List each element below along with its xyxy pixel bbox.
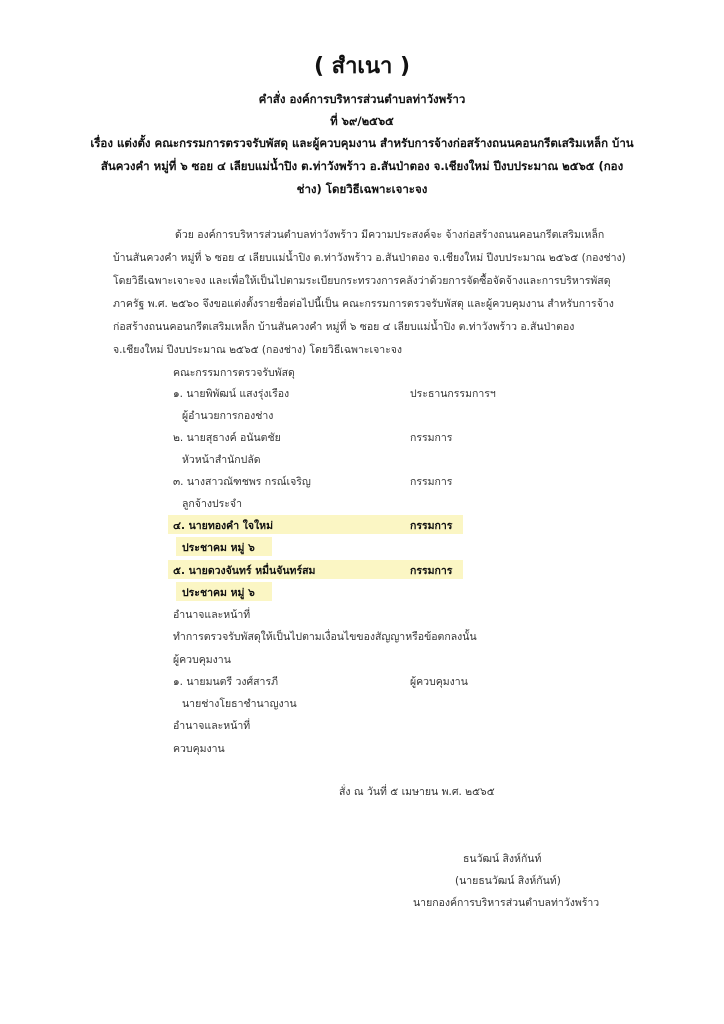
member-5-name: ๕. นายดวงจันทร์ หมื่นจันทร์สม bbox=[173, 565, 316, 577]
member-2-position: หัวหน้าสำนักปลัด bbox=[182, 454, 261, 466]
member-1-position: ผู้อำนวยการกองช่าง bbox=[182, 410, 274, 422]
committee-heading: คณะกรรมการตรวจรับพัสดุ bbox=[173, 367, 295, 379]
member-3-position: ลูกจ้างประจำ bbox=[182, 498, 242, 510]
member-5-role: กรรมการ bbox=[410, 565, 453, 577]
order-date: สั่ง ณ วันที่ ๕ เมษายน พ.ศ. ๒๕๖๕ bbox=[339, 786, 495, 798]
member-3-name: ๓. นางสาวณัฑชพร กรณ์เจริญ bbox=[173, 476, 311, 488]
member-1-role: ประธานกรรมการฯ bbox=[410, 388, 496, 400]
member-2-role: กรรมการ bbox=[410, 432, 453, 444]
signature: ธนวัฒน์ สิงห์กันท์ bbox=[463, 853, 542, 865]
member-1-name: ๑. นายพิพัฒน์ แสงรุ่งเรือง bbox=[173, 388, 290, 400]
subject-line-3: ช่าง) โดยวิธีเฉพาะเจาะจง bbox=[296, 182, 428, 196]
signer-title: นายกองค์การบริหารส่วนตำบลท่าวังพร้าว bbox=[413, 897, 600, 909]
order-issuer: คำสั่ง องค์การบริหารส่วนตำบลท่าวังพร้าว bbox=[258, 92, 466, 106]
member-4-role: กรรมการ bbox=[410, 520, 453, 532]
supervisor-name: ๑. นายมนตรี วงศ์สารภี bbox=[173, 676, 279, 688]
body-line-2: บ้านสันควงคำ หมู่ที่ ๖ ซอย ๔ เลียบแม่น้ำปิง ต.ท่าวังพร้าว อ.สันป่าตอง จ.เชียงใหม่ ปีงบประมาณ ๒๕๖๕ (กองช่าง) bbox=[113, 252, 626, 264]
document-title: ( สำเนา ) bbox=[313, 54, 411, 79]
member-4-position: ประชาคม หมู่ ๖ bbox=[182, 542, 255, 554]
supervisor-heading: ผู้ควบคุมงาน bbox=[173, 654, 231, 666]
order-number: ที่ ๖๙/๒๕๖๕ bbox=[330, 114, 394, 128]
body-line-6: จ.เชียงใหม่ ปีงบประมาณ ๒๕๖๕ (กองช่าง) โดยวิธีเฉพาะเจาะจง bbox=[113, 344, 403, 356]
member-5-position: ประชาคม หมู่ ๖ bbox=[182, 587, 255, 599]
body-line-3: โดยวิธีเฉพาะเจาะจง และเพื่อให้เป็นไปตามระเบียบกระทรวงการคลังว่าด้วยการจัดซื้อจัดจ้างและการบริหารพัสดุ bbox=[113, 275, 611, 287]
supervisor-duty-text: ควบคุมงาน bbox=[173, 743, 225, 755]
member-3-role: กรรมการ bbox=[410, 476, 453, 488]
signer-name: (นายธนวัฒน์ สิงห์กันท์) bbox=[455, 875, 561, 887]
body-line-1: ด้วย องค์การบริหารส่วนตำบลท่าวังพร้าว มีความประสงค์จะ จ้างก่อสร้างถนนคอนกรีตเสริมเหล็ก bbox=[175, 229, 605, 241]
member-4-name: ๔. นายทองคำ ใจใหม่ bbox=[173, 520, 273, 532]
subject-line-1: เรื่อง แต่งตั้ง คณะกรรมการตรวจรับพัสดุ และผู้ควบคุมงาน สำหรับการจ้างก่อสร้างถนนคอนกรีตเสริมเหล็ก บ้าน bbox=[90, 136, 634, 150]
committee-duty-text: ทำการตรวจรับพัสดุให้เป็นไปตามเงื่อนไขของสัญญาหรือข้อตกลงนั้น bbox=[173, 631, 477, 643]
supervisor-duty-heading: อำนาจและหน้าที่ bbox=[173, 720, 251, 732]
body-line-5: ก่อสร้างถนนคอนกรีตเสริมเหล็ก บ้านสันควงคำ หมู่ที่ ๖ ซอย ๔ เลียบแม่น้ำปิง ต.ท่าวังพร้าว อ.สันป่าตอง bbox=[113, 321, 575, 333]
member-2-name: ๒. นายสุธางค์ อนันตชัย bbox=[173, 432, 281, 444]
committee-duty-heading: อำนาจและหน้าที่ bbox=[173, 609, 251, 621]
supervisor-position: นายช่างโยธาชำนาญงาน bbox=[182, 698, 297, 710]
subject-line-2: สันควงคำ หมู่ที่ ๖ ซอย ๔ เลียบแม่น้ำปิง ต.ท่าวังพร้าว อ.สันป่าตอง จ.เชียงใหม่ ปีงบประมาณ ๒๕๖๕ (กอง bbox=[100, 159, 624, 173]
supervisor-role: ผู้ควบคุมงาน bbox=[410, 676, 468, 688]
body-line-4: ภาครัฐ พ.ศ. ๒๕๖๐ จึงขอแต่งตั้งรายชื่อต่อไปนี้เป็น คณะกรรมการตรวจรับพัสดุ และผู้ควบคุมงาน สำหรับการจ้าง bbox=[113, 298, 614, 310]
